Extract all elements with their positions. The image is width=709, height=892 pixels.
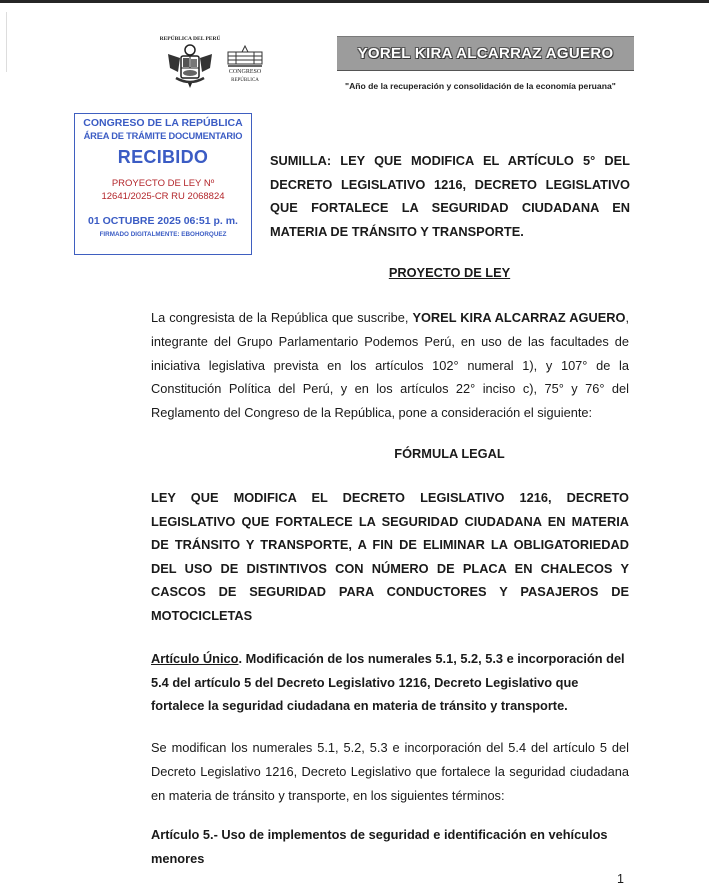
intro-part2: , integrante del Grupo Parlamentario Podemos Perú, en uso de las facultades de iniciativa legislativa prevista en los artículos 102° numeral 1), y 107° de la Constitución Política del Perú, y en los artículos 22° inciso c), 75° y 76° del Reglamento del Congreso de la República, pone a consideración el siguiente: [151, 310, 629, 421]
proyecto-de-ley-heading: PROYECTO DE LEY [388, 265, 511, 280]
coat-of-arms-label: REPÚBLICA DEL PERÚ [160, 36, 220, 42]
year-motto: "Año de la recuperación y consolidación de la economía peruana" [345, 81, 616, 91]
stamp-project-label: PROYECTO DE LEY Nº [111, 178, 215, 189]
congresswoman-name-banner [337, 36, 634, 71]
header-logos [160, 28, 265, 88]
republica-logo-text: REPÚBLICA [231, 78, 259, 83]
formula-legal-heading: FÓRMULA LEGAL [394, 446, 505, 461]
articulo-5-heading: Artículo 5.- Uso de implementos de seguridad e identificación en vehículos menores [151, 827, 608, 866]
congreso-logo-text: CONGRESO [228, 69, 262, 75]
articulo-unico-text: . Modificación de los numerales 5.1, 5.2, 5.3 e incorporación del 5.4 del artículo 5 del Decreto Legislativo 1216, Decreto Legislativo que fortalece la seguridad ciudadana en materia de tránsito y transporte. [151, 651, 625, 713]
articulo-unico [151, 647, 631, 718]
congreso-logo-icon [226, 44, 264, 84]
stamp-status: RECIBIDO [117, 147, 209, 167]
intro-paragraph [151, 306, 629, 425]
stamp-project-number: 12641/2025-CR RU 2068824 [101, 190, 225, 202]
scan-artifact [6, 12, 9, 72]
sumilla: SUMILLA: LEY QUE MODIFICA EL ARTÍCULO 5° DEL DECRETO LEGISLATIVO 1216, DECRETO LEGISLATIVO QUE FORTALECE LA SEGURIDAD CIUDADANA EN MATERIA DE TRÁNSITO Y TRANSPORTE. [270, 153, 630, 239]
page-number: 1 [617, 872, 624, 886]
reception-stamp [74, 113, 252, 255]
stamp-signed-by: FIRMADO DIGITALMENTE: EBOHORQUEZ [99, 231, 227, 238]
stamp-area: ÁREA DE TRÁMITE DOCUMENTARIO [83, 131, 243, 141]
articulo-unico-label: Artículo Único [151, 651, 239, 666]
formula-title: LEY QUE MODIFICA EL DECRETO LEGISLATIVO 1216, DECRETO LEGISLATIVO QUE FORTALECE LA SEGURIDAD CIUDADANA EN MATERIA DE TRÁNSITO Y TRANSPORTE, A FIN DE ELIMINAR LA OBLIGATORIEDAD DEL USO DE DISTINTIVOS CON NÚMERO DE PLACA EN CHALECOS Y CASCOS DE SEGURIDAD PARA CONDUCTORES Y PASAJEROS DE MOTOCICLETAS [151, 490, 629, 623]
congresswoman-name: YOREL KIRA ALCARRAZ AGUERO [357, 45, 614, 62]
intro-part1: La congresista de la República que suscribe, [151, 310, 413, 325]
section-title-proyecto [95, 265, 709, 280]
peru-coat-of-arms-icon [160, 28, 220, 90]
stamp-date-time: 01 OCTUBRE 2025 06:51 p. m. [88, 215, 238, 227]
modifican-paragraph: Se modifican los numerales 5.1, 5.2, 5.3 e incorporación del 5.4 del artículo 5 del Decreto Legislativo 1216, Decreto Legislativo que fortalece la seguridad ciudadana en materia de tránsito y transporte, en los siguientes términos: [151, 740, 629, 803]
intro-name: YOREL KIRA ALCARRAZ AGUERO [412, 310, 626, 325]
stamp-institution: CONGRESO DE LA REPÚBLICA [83, 117, 243, 129]
viewer-top-bar [0, 0, 709, 3]
